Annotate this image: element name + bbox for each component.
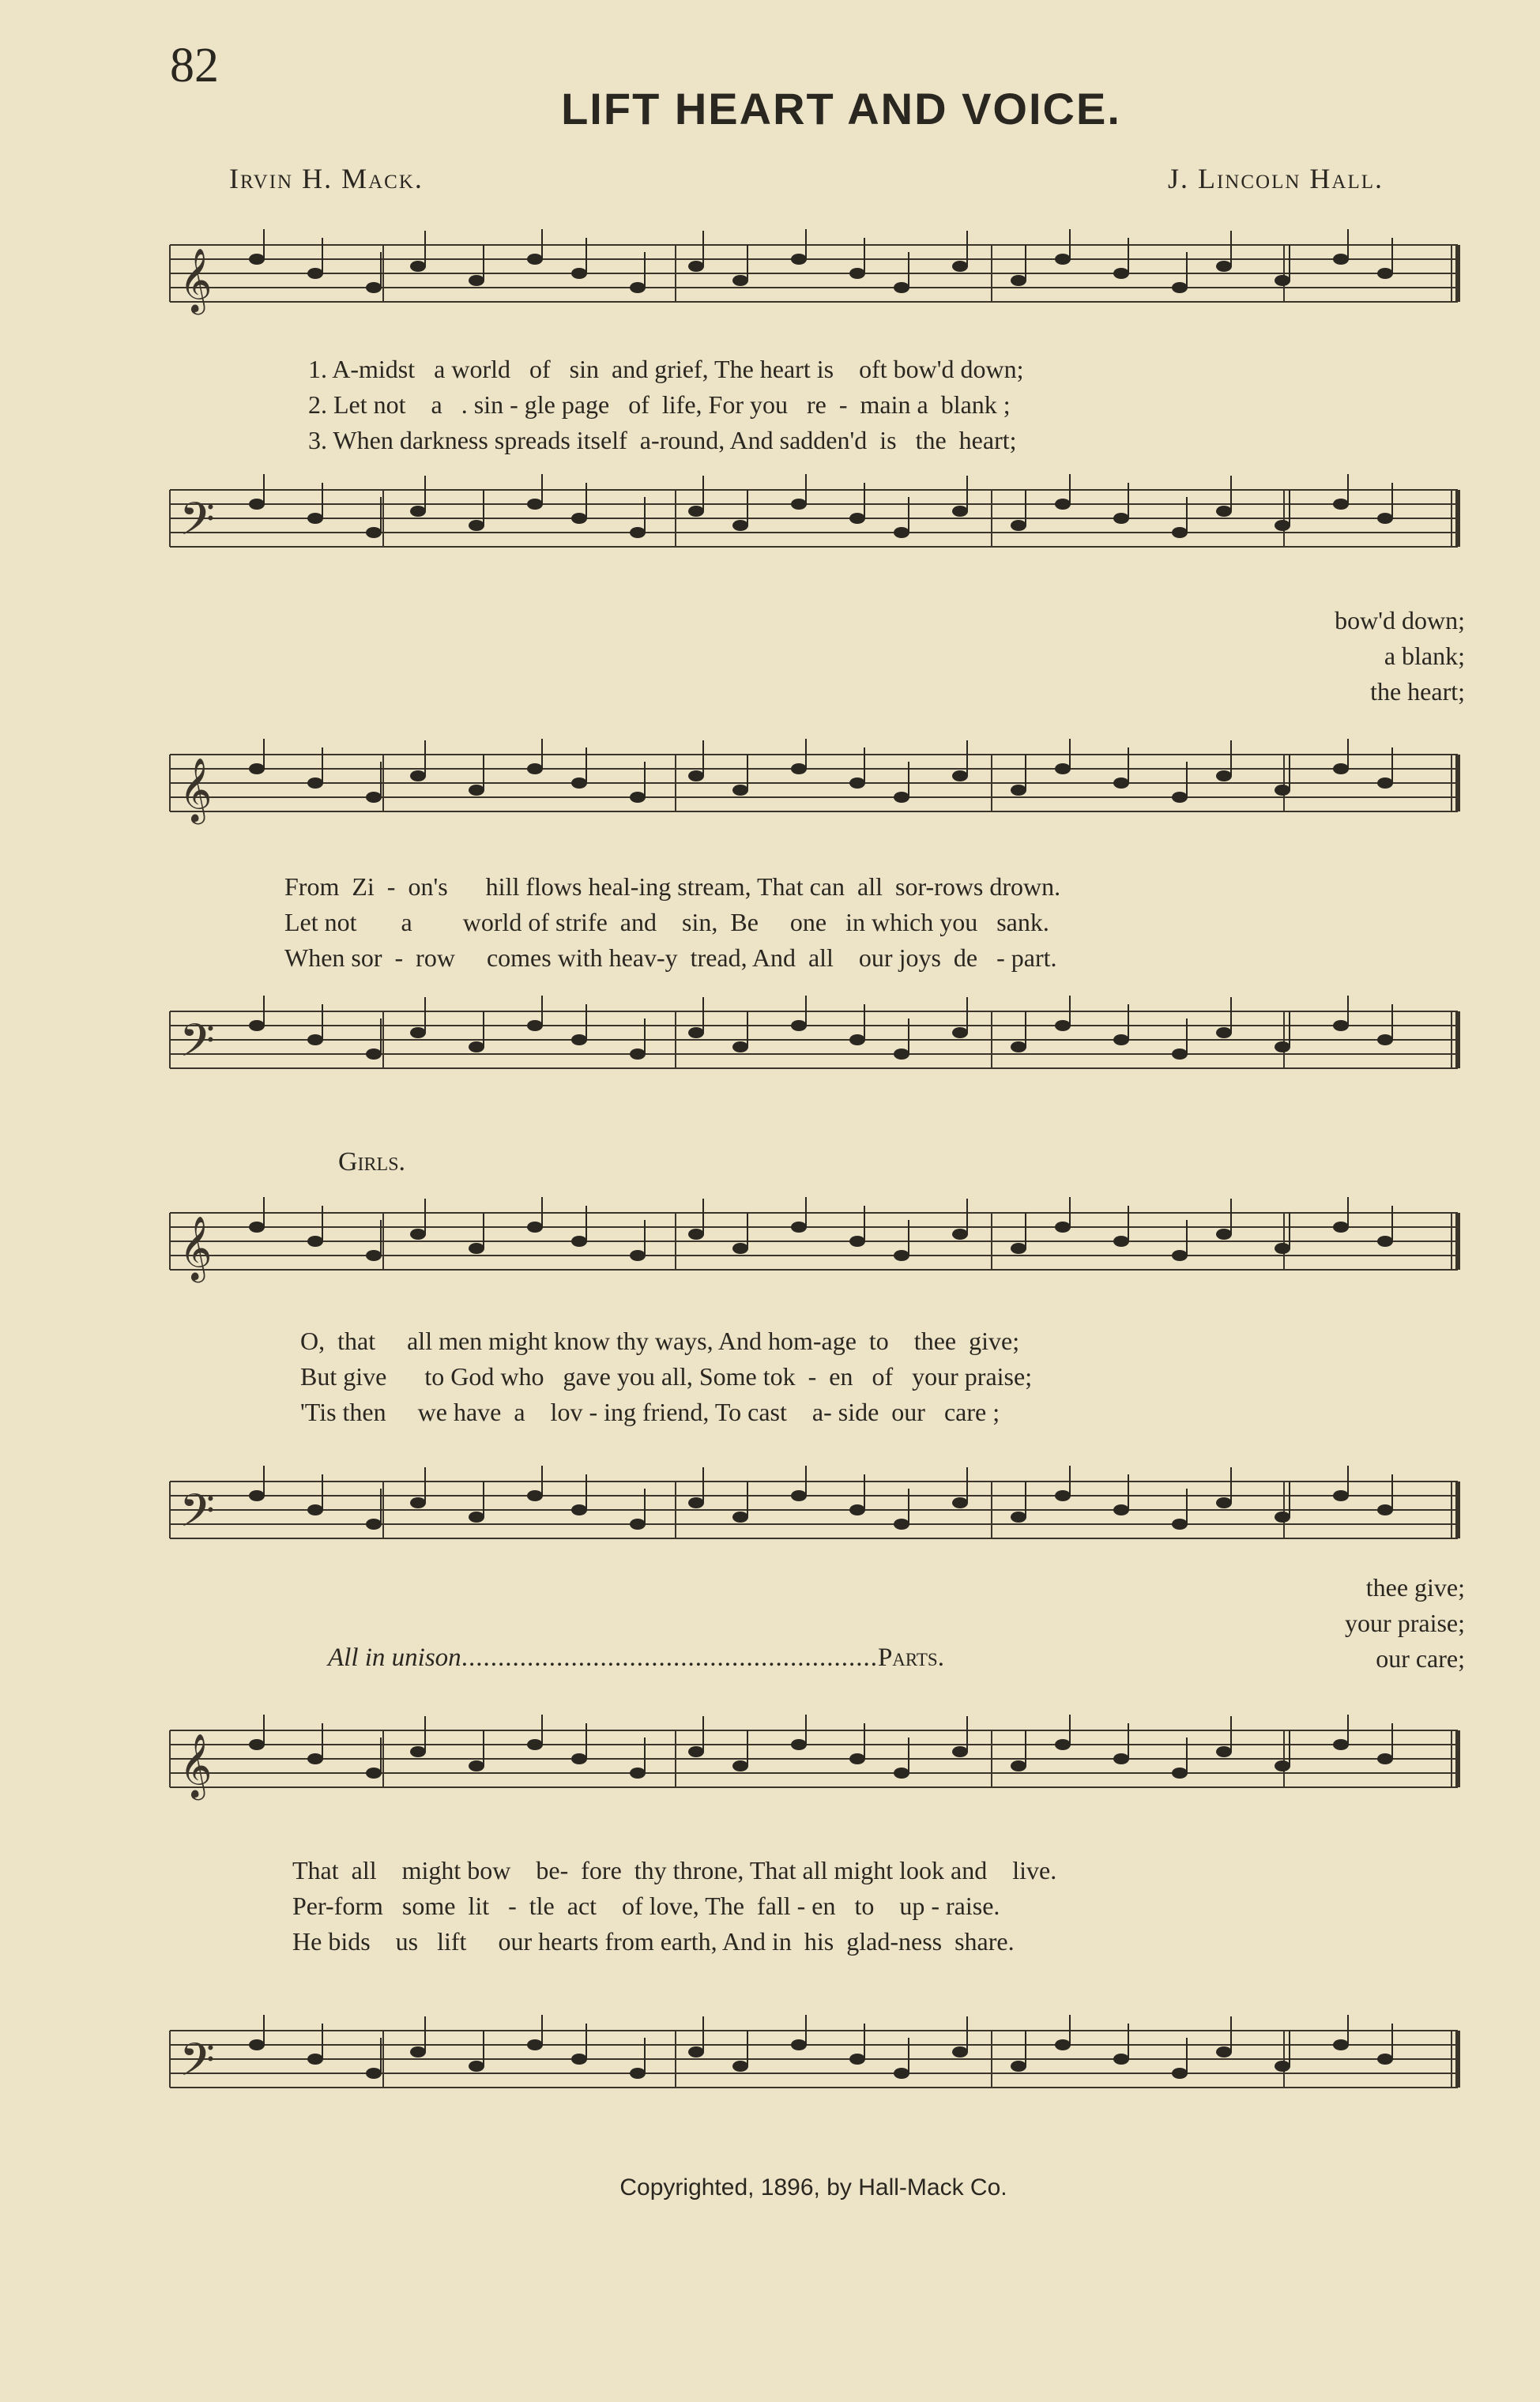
- treble-staff: [162, 739, 1466, 849]
- lyrics-verse-3: When sor - row comes with heav-y tread, And all our joys de - part.: [284, 943, 1057, 972]
- music-system-3: [162, 1197, 1466, 1561]
- music-system-2: [162, 739, 1466, 1110]
- svg-text:𝄢: 𝄢: [179, 1017, 216, 1078]
- music-system-1: [162, 229, 1466, 593]
- bass-staff: [162, 996, 1466, 1106]
- lyrics-verse-3: He bids us lift our hearts from earth, And in his glad-ness share.: [292, 1927, 1015, 1956]
- bass-staff: [162, 1466, 1466, 1576]
- line-ending-verse-3: the heart;: [1370, 677, 1465, 706]
- lyrics-verse-1: 1. A-midst a world of sin and grief, The heart is oft bow'd down;: [308, 355, 1024, 383]
- lyrics-verse-2: 2. Let not a . sin - gle page of life, For you re - main a blank ;: [308, 390, 1011, 419]
- hymn-title: LIFT HEART AND VOICE.: [561, 84, 1121, 134]
- section-label-girls: Girls.: [338, 1147, 406, 1177]
- treble-staff: [162, 1197, 1466, 1308]
- parts-label: Parts.: [877, 1643, 944, 1672]
- music-system-4: [162, 1715, 1466, 2125]
- line-ending-verse-1: bow'd down;: [1335, 606, 1465, 634]
- copyright-notice: Copyrighted, 1896, by Hall-Mack Co.: [619, 2174, 1007, 2201]
- svg-text:𝄢: 𝄢: [179, 495, 216, 556]
- svg-text:𝄞: 𝄞: [179, 1736, 213, 1797]
- treble-staff: [162, 1715, 1466, 1825]
- line-ending-verse-2: your praise;: [1345, 1609, 1465, 1637]
- treble-staff: [162, 229, 1466, 340]
- lyrics-verse-2: Per-form some lit - tle act of love, The fall - en to up - raise.: [292, 1892, 1000, 1920]
- svg-text:𝄢: 𝄢: [179, 1487, 216, 1548]
- bass-staff: [162, 474, 1466, 585]
- unison-label: All in unison: [328, 1643, 461, 1672]
- unison-direction: All in unison.........................................................Parts.: [328, 1643, 944, 1672]
- svg-text:𝄢: 𝄢: [179, 2036, 216, 2097]
- line-ending-verse-2: a blank;: [1384, 642, 1465, 670]
- composer-credit: J. Lincoln Hall.: [1167, 163, 1384, 194]
- lyrics-verse-1: O, that all men might know thy ways, And hom-age to thee give;: [300, 1327, 1020, 1355]
- line-ending-verse-1: thee give;: [1365, 1573, 1465, 1602]
- line-ending-verse-3: our care;: [1376, 1644, 1465, 1673]
- lyrics-verse-3: 'Tis then we have a lov - ing friend, To cast a- side our care ;: [300, 1398, 1000, 1426]
- svg-text:𝄞: 𝄞: [179, 1218, 213, 1279]
- bass-staff: [162, 2015, 1466, 2125]
- lyrics-verse-1: From Zi - on's hill flows heal-ing stream, That can all sor-rows drown.: [284, 872, 1061, 901]
- lyrics-verse-2: But give to God who gave you all, Some tok - en of your praise;: [300, 1362, 1033, 1391]
- svg-text:𝄞: 𝄞: [179, 760, 213, 821]
- lyrics-verse-2: Let not a world of strife and sin, Be one in which you sank.: [284, 908, 1049, 936]
- lyrics-verse-1: That all might bow be- fore thy throne, That all might look and live.: [292, 1856, 1057, 1884]
- lyricist-credit: Irvin H. Mack.: [229, 163, 424, 194]
- svg-text:𝄞: 𝄞: [179, 250, 213, 311]
- page-number: 82: [170, 39, 219, 92]
- lyrics-verse-3: 3. When darkness spreads itself a-round, And sadden'd is the heart;: [308, 426, 1017, 454]
